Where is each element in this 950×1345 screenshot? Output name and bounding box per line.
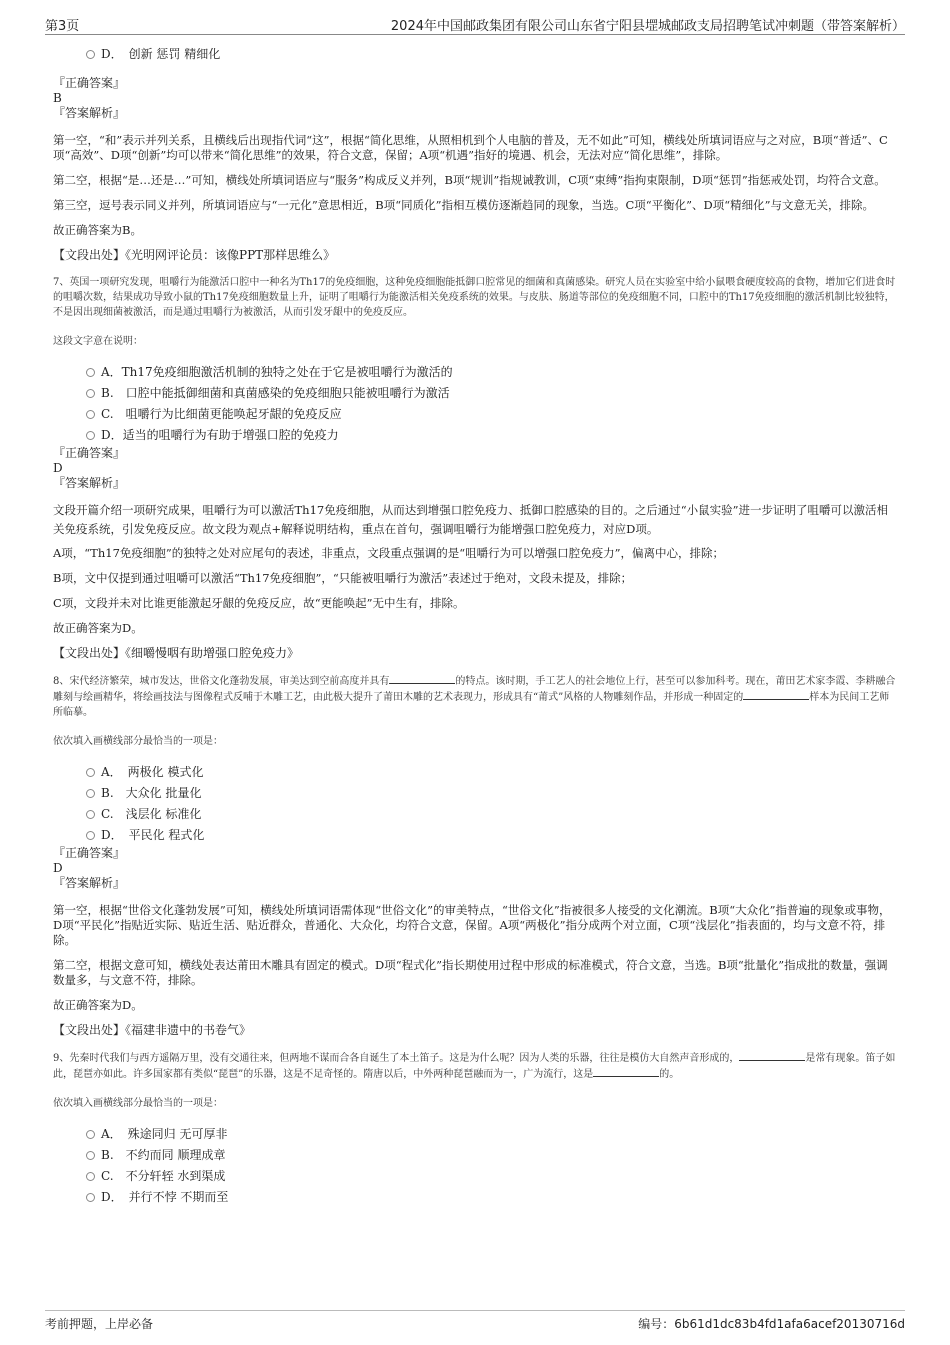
fill-blank: [593, 1066, 659, 1077]
option-text: D． 平民化 程式化: [101, 828, 205, 842]
q8-option-c[interactable]: [53, 804, 898, 825]
option-text: C. 咀嚼行为比细菌更能唤起牙龈的免疫反应: [101, 407, 342, 421]
analysis-paragraph: 第一空，“和”表示并列关系，且横线后出现指代词“这”，根据“简化思维，从照相机到个人电脑的普及，无不如此”可知，横线处所填词语应与之对应，B项“普适”、C项“高效”、D项“创新”均可以带来“简化思维”的效果，符合文意，保留；A项“机遇”指好的境遇、机会，无法对应“简化思维”，排除。: [53, 133, 888, 162]
q7-option-b[interactable]: [53, 383, 898, 404]
radio-icon[interactable]: [86, 368, 95, 377]
analysis-conclusion: 故正确答案为B。: [53, 223, 142, 237]
q7-option-d[interactable]: [53, 425, 898, 446]
fill-blank: [739, 1050, 805, 1061]
source-citation: 【文段出处】《光明网评论员：该像PPT那样思维么》: [53, 248, 336, 262]
answer-value: D: [53, 461, 63, 475]
question-prompt: 这段文字意在说明：: [53, 336, 143, 347]
radio-icon[interactable]: [86, 831, 95, 840]
document-title: 2024年中国邮政集团有限公司山东省宁阳县堽城邮政支局招聘笔试冲刺题（带答案解析）: [390, 19, 905, 34]
radio-icon[interactable]: [86, 410, 95, 419]
page-footer: [45, 1310, 905, 1333]
q6-option-d[interactable]: [53, 44, 898, 65]
q9-option-a[interactable]: [53, 1124, 898, 1145]
document-id: 编号：6b61d1dc83b4fd1afa6acef20130716d: [638, 1317, 905, 1331]
option-text: A． 两极化 模式化: [101, 765, 204, 779]
page-header: [45, 14, 905, 35]
answer-label: 『正确答案』: [53, 446, 126, 460]
q7-option-a[interactable]: [53, 362, 898, 383]
radio-icon[interactable]: [86, 1193, 95, 1202]
option-text: C. 不分轩轾 水到渠成: [101, 1169, 226, 1183]
footer-slogan: 考前押题，上岸必备: [45, 1317, 154, 1331]
q7-option-c[interactable]: [53, 404, 898, 425]
radio-icon[interactable]: [86, 789, 95, 798]
radio-icon[interactable]: [86, 768, 95, 777]
analysis-conclusion: 故正确答案为D。: [53, 621, 143, 635]
option-text: D．适当的咀嚼行为有助于增强口腔的免疫力: [101, 428, 339, 442]
analysis-label: 『答案解析』: [53, 106, 126, 120]
q8-option-d[interactable]: [53, 825, 898, 846]
analysis-paragraph: A项，“Th17免疫细胞”的独特之处对应尾句的表述，非重点，文段重点强调的是“咀嚼行为可以增强口腔免疫力”，偏离中心，排除；: [53, 546, 725, 560]
fill-blank: [389, 673, 455, 684]
option-text: D． 创新 惩罚 精细化: [101, 47, 221, 61]
source-citation: 【文段出处】《福建非遗中的书卷气》: [53, 1023, 252, 1037]
radio-icon[interactable]: [86, 50, 95, 59]
q8-option-b[interactable]: [53, 783, 898, 804]
question-prompt: 依次填入画横线部分最恰当的一项是：: [53, 1098, 223, 1109]
radio-icon[interactable]: [86, 1130, 95, 1139]
answer-label: 『正确答案』: [53, 76, 126, 90]
analysis-conclusion: 故正确答案为D。: [53, 998, 143, 1012]
question-prompt: 依次填入画横线部分最恰当的一项是：: [53, 736, 223, 747]
q9-option-d[interactable]: [53, 1187, 898, 1208]
q9-option-c[interactable]: [53, 1166, 898, 1187]
analysis-paragraph: B项，文中仅提到通过咀嚼可以激活“Th17免疫细胞”，“只能被咀嚼行为激活”表述过于绝对，文段未提及，排除；: [53, 571, 633, 585]
fill-blank: [743, 689, 809, 700]
analysis-paragraph: 文段开篇介绍一项研究成果，咀嚼行为可以激活Th17免疫细胞，从而达到增强口腔免疫力、抵御口腔感染的目的。之后通过“小鼠实验”进一步证明了咀嚼可以激活相关免疫系统，引发免疫反应。故文段为观点+解释说明结构，重点在首句，强调咀嚼行为能增强口腔免疫力，对应D项。: [53, 503, 888, 536]
question-stem: 7、英国一项研究发现，咀嚼行为能激活口腔中一种名为Th17的免疫细胞，这种免疫细胞能抵御口腔常见的细菌和真菌感染。研究人员在实验室中给小鼠喂食硬度较高的食物，增加它们进食时的咀嚼次数，结果成功导致小鼠的Th17免疫细胞数量上升，证明了咀嚼行为能激活相关免疫系统的效果。与皮肤、肠道等部位的免疫细胞不同，口腔中的Th17免疫细胞的激活机制比较独特，不是因出现细菌被激活，而是通过咀嚼行为被激活，从而引发牙龈中的免疫反应。: [53, 277, 896, 318]
answer-value: B: [53, 91, 62, 105]
radio-icon[interactable]: [86, 389, 95, 398]
analysis-paragraph: C项，文段并未对比谁更能激起牙龈的免疫反应，故“更能唤起”无中生有，排除。: [53, 596, 465, 610]
option-text: B. 大众化 批量化: [101, 786, 202, 800]
main-content: [53, 44, 898, 1208]
analysis-paragraph: 第二空，根据“是…还是…”可知，横线处所填词语应与“服务”构成反义并列，B项“规训”指规诫教训，C项“束缚”指拘束限制，D项“惩罚”指惩戒处罚，均符合文意。: [53, 173, 886, 187]
q8-option-a[interactable]: [53, 762, 898, 783]
source-citation: 【文段出处】《细嚼慢咽有助增强口腔免疫力》: [53, 646, 300, 660]
option-text: B. 口腔中能抵御细菌和真菌感染的免疫细胞只能被咀嚼行为激活: [101, 386, 450, 400]
option-text: A． 殊途同归 无可厚非: [101, 1127, 228, 1141]
option-text: B. 不约而同 顺理成章: [101, 1148, 226, 1162]
analysis-label: 『答案解析』: [53, 476, 126, 490]
radio-icon[interactable]: [86, 810, 95, 819]
radio-icon[interactable]: [86, 1172, 95, 1181]
option-text: A．Th17免疫细胞激活机制的独特之处在于它是被咀嚼行为激活的: [101, 365, 453, 379]
analysis-label: 『答案解析』: [53, 876, 126, 890]
option-text: C. 浅层化 标准化: [101, 807, 202, 821]
q9-option-b[interactable]: [53, 1145, 898, 1166]
answer-label: 『正确答案』: [53, 846, 126, 860]
page-number: 第3页: [45, 19, 80, 34]
question-stem: 8、宋代经济繁荣，城市发达，世俗文化蓬勃发展，审美达到空前高度并具有 的特点。该时期，手工艺人的社会地位上行，甚至可以参加科考。现在，莆田艺术家李霞、李耕融合雕刻与绘画精华，将绘画技法与图像程式反哺于木雕工艺，由此极大提升了莆田木雕的艺术表现力，形成具有“莆式”风格的人物雕刻作品，并形成一种固定的 样本为民间工艺师所临摹。: [53, 673, 898, 720]
analysis-paragraph: 第一空，根据“世俗文化蓬勃发展”可知，横线处所填词语需体现“世俗文化”的审美特点，“世俗文化”指被很多人接受的文化潮流。B项“大众化”指普遍的现象或事物，D项“平民化”指贴近实际、贴近生活、贴近群众，普通化、大众化，均符合文意，保留。A项“两极化”指分成两个对立面，C项“浅层化”指表面的，均与文意不符，排除。: [53, 903, 891, 947]
analysis-paragraph: 第二空，根据文意可知，横线处表达莆田木雕具有固定的模式。D项“程式化”指长期使用过程中形成的标准模式，符合文意，当选。B项“批量化”指成批的数量，强调数量多，与文意不符，排除。: [53, 958, 888, 987]
option-text: D． 并行不悖 不期而至: [101, 1190, 229, 1204]
answer-value: D: [53, 861, 63, 875]
radio-icon[interactable]: [86, 431, 95, 440]
question-stem: 9、先秦时代我们与西方遥隔万里，没有交通往来，但两地不谋而合各自诞生了本土笛子。这是为什么呢？因为人类的乐器，往往是模仿大自然声音形成的， 是常有现象。笛子如此，琵琶亦如此。许多国家都有类似“琵琶”的乐器，这是不足奇怪的。隋唐以后，中外两种琵琶融而为一，广为流行，这是 的。: [53, 1050, 898, 1082]
radio-icon[interactable]: [86, 1151, 95, 1160]
analysis-paragraph: 第三空，逗号表示同义并列，所填词语应与“一元化”意思相近，B项“同质化”指相互模仿逐渐趋同的现象，当选。C项“平衡化”、D项“精细化”与文意无关，排除。: [53, 198, 874, 212]
